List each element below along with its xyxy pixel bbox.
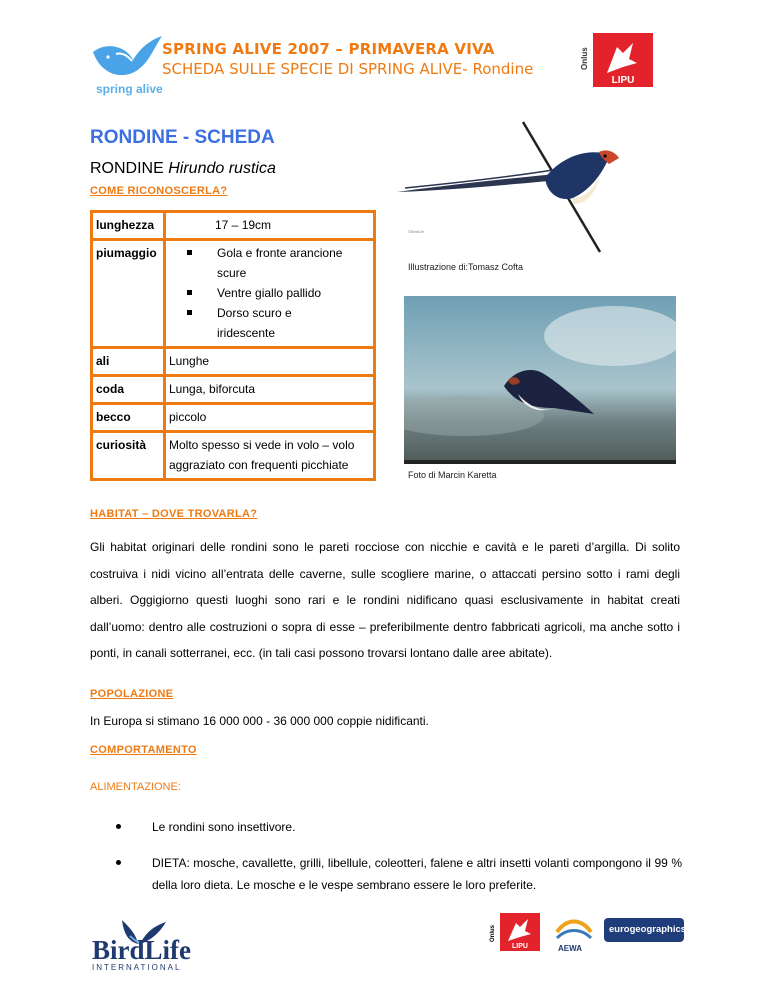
footer-lipu-text: LIPU bbox=[512, 943, 528, 950]
table-row bbox=[92, 404, 375, 432]
header-subtitle: SCHEDA SULLE SPECIE DI SPRING ALIVE- Rondine bbox=[162, 60, 534, 78]
section-population: POPOLAZIONE bbox=[90, 688, 174, 700]
row-value bbox=[165, 240, 375, 348]
row-label: lunghezza bbox=[92, 212, 165, 240]
section-behavior: COMPORTAMENTO bbox=[90, 744, 197, 756]
row-label: curiosità bbox=[92, 432, 165, 480]
spring-alive-logo-text: spring alive bbox=[96, 82, 163, 96]
footer-onlus-label: Onlus bbox=[490, 924, 496, 942]
copyright-mark: ©BirdLife bbox=[408, 229, 425, 234]
species-common-name: RONDINE bbox=[90, 160, 164, 177]
table-row bbox=[92, 376, 375, 404]
footer-lipu-logo bbox=[500, 913, 540, 951]
species-latin-name: Hirundo rustica bbox=[168, 160, 276, 177]
row-value: Lunga, biforcuta bbox=[165, 376, 375, 404]
section-habitat: HABITAT – DOVE TROVARLA? bbox=[90, 508, 258, 520]
onlus-label: Onlus bbox=[580, 47, 589, 70]
row-label: coda bbox=[92, 376, 165, 404]
row-label: becco bbox=[92, 404, 165, 432]
subsection-feeding: ALIMENTAZIONE: bbox=[90, 781, 181, 793]
population-text: In Europa si stimano 16 000 000 - 36 000 000 coppie nidificanti. bbox=[90, 714, 429, 728]
list-item: Dorso scuro e iridescente bbox=[217, 303, 370, 343]
features-table bbox=[90, 210, 376, 481]
row-value: 17 – 19cm bbox=[165, 212, 375, 240]
list-item: Ventre giallo pallido bbox=[217, 283, 370, 303]
swallow-photo bbox=[404, 296, 676, 464]
row-value: Molto spesso si vede in volo – volo aggraziato con frequenti picchiate bbox=[165, 432, 375, 480]
row-value: piccolo bbox=[165, 404, 375, 432]
table-row bbox=[92, 240, 375, 348]
list-item: DIETA: mosche, cavallette, grilli, libellule, coleotteri, falene e altri insetti volanti compongono il 99 % della loro dieta. Le mosche e le vespe sembrano essere le loro preferite. bbox=[114, 852, 682, 896]
swallow-illustration bbox=[395, 118, 625, 258]
header-title: SPRING ALIVE 2007 – PRIMAVERA VIVA bbox=[162, 40, 495, 58]
photo-credit: Foto di Marcin Karetta bbox=[408, 470, 497, 480]
birdlife-logo-text: BirdLife bbox=[92, 935, 191, 965]
birdlife-logo-subtitle: INTERNATIONAL bbox=[92, 963, 182, 972]
list-item: Gola e fronte arancione scure bbox=[217, 243, 370, 283]
page-title: RONDINE - SCHEDA bbox=[90, 127, 275, 148]
habitat-paragraph: Gli habitat originari delle rondini sono le pareti rocciose con nicchie e cavità e le pareti d’argilla. Di solito costruiva i nidi vicino all’entrata delle caverne, sulle scogliere marine, o attaccati persino sotto i rami degli alberi. Oggigiorno questi luoghi sono rari e le rondini nidificano quasi esclusivamente in habitat creati dall’uomo: dentro alle costruzioni o sopra di esse – preferibilmente dentro fabbricati agricoli, ma anche sotto i ponti, in canali sotterranei, ecc. (in tali casi possono trovarsi lontano dalle aree abitate). bbox=[90, 540, 680, 660]
aewa-logo-text: AEWA bbox=[558, 944, 582, 953]
list-item: Le rondini sono insettivore. bbox=[114, 816, 682, 838]
aewa-logo bbox=[553, 914, 595, 944]
row-label: ali bbox=[92, 348, 165, 376]
table-row bbox=[92, 432, 375, 480]
feeding-list bbox=[114, 816, 682, 896]
lipu-logo-text: LIPU bbox=[611, 75, 635, 86]
row-value: Lunghe bbox=[165, 348, 375, 376]
lipu-logo bbox=[593, 33, 653, 87]
eurogeographics-logo-text: eurogeographics bbox=[609, 924, 687, 935]
table-row bbox=[92, 212, 375, 240]
table-row bbox=[92, 348, 375, 376]
section-recognize: COME RICONOSCERLA? bbox=[90, 185, 228, 197]
row-label: piumaggio bbox=[92, 240, 165, 348]
illustration-credit: Illustrazione di:Tomasz Cofta bbox=[408, 262, 524, 272]
species-name bbox=[90, 160, 276, 178]
